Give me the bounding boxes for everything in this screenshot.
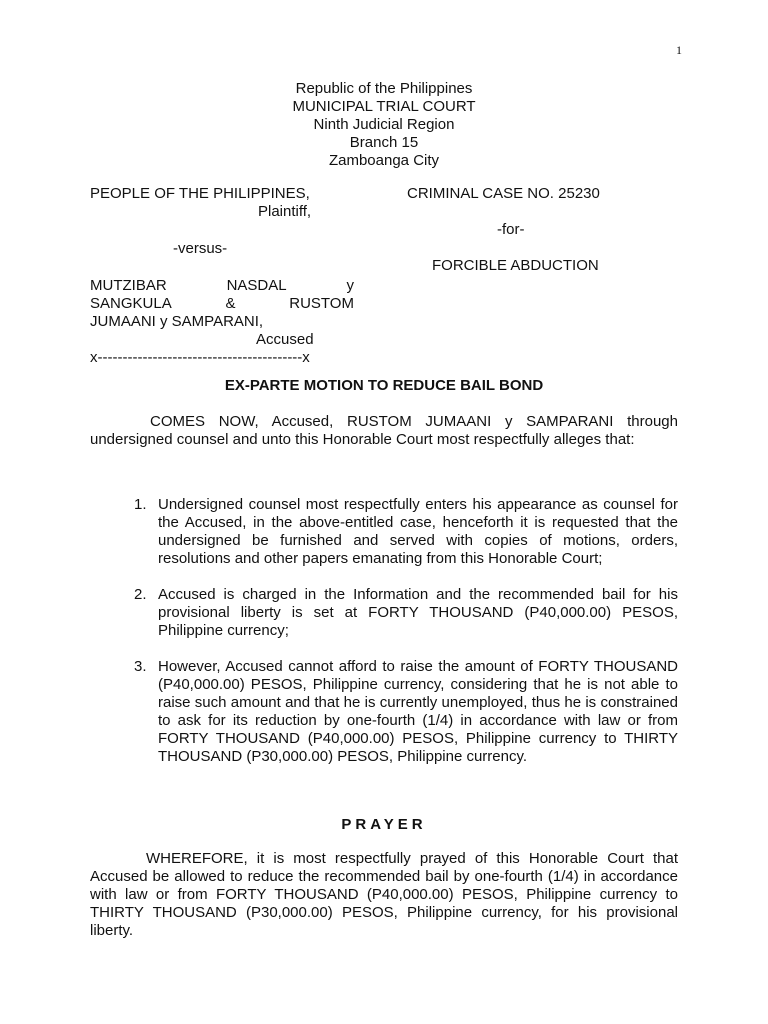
court-header-branch: Branch 15: [349, 134, 419, 151]
versus-label: -versus-: [173, 240, 228, 257]
court-header-city: Zamboanga City: [328, 152, 440, 169]
accused-label: Accused: [256, 331, 314, 348]
court-header-court: MUNICIPAL TRIAL COURT: [292, 98, 476, 115]
intro-paragraph: [90, 413, 678, 449]
accused-word: NASDAL: [226, 277, 287, 294]
prayer-text: WHEREFORE, it is most respectfully prayed of this Honorable Court that Accused be allowed to reduce the recommended bail by one-fourth (1/4) in accordance with law or from FORTY THOUSAND (P40,000.00) PESOS, Philippine currency to THIRTY THOUSAND (P30,000.00) PESOS, Philippine currency, for his provisional liberty.: [90, 850, 678, 939]
accused-word: RUSTOM: [289, 295, 354, 312]
prayer-paragraph: [90, 850, 678, 940]
allegation-number: 2.: [134, 586, 147, 603]
case-caption-details: [407, 185, 678, 275]
allegation-text: Accused is charged in the Information and the recommended bail for his provisional liberty is set at FORTY THOUSAND (P40,000.00) PESOS, Philippine currency;: [158, 586, 678, 639]
page-number: 1: [676, 43, 682, 57]
court-header-region: Ninth Judicial Region: [313, 116, 455, 133]
case-caption-parties: [90, 185, 354, 367]
court-header-country: Republic of the Philippines: [295, 80, 473, 97]
accused-line-2: [90, 295, 354, 313]
allegation-number: 1.: [134, 496, 147, 513]
prayer-heading: PRAYER: [341, 816, 427, 833]
accused-line-3: JUMAANI y SAMPARANI,: [90, 313, 264, 330]
allegation-number: 3.: [134, 658, 147, 675]
plaintiff-label: Plaintiff,: [258, 203, 312, 220]
allegation-text: However, Accused cannot afford to raise the amount of FORTY THOUSAND (P40,000.00) PESOS, Philippine currency, considering that he is not able to raise such amount and that he is currently unemployed, thus he is constrained to ask for its reduction by one-fourth (1/4) in accordance with law or from FORTY THOUSAND (P40,000.00) PESOS, Philippine currency to THIRTY THOUSAND (P30,000.00) PESOS, Philippine currency.: [158, 658, 678, 765]
allegation-text: Undersigned counsel most respectfully enters his appearance as counsel for the Accused, in the above-entitled case, henceforth it is requested that the undersigned be furnished and served with copies of motions, orders, resolutions and other papers emanating from this Honorable Court;: [158, 496, 678, 567]
accused-word: SANGKULA: [90, 295, 172, 312]
accused-word: &: [225, 295, 236, 312]
accused-line-1: [90, 277, 354, 295]
accused-word: MUTZIBAR: [90, 277, 167, 294]
for-label: -for-: [497, 221, 525, 238]
list-item: [90, 586, 678, 640]
accused-names: [90, 277, 354, 367]
list-item: [90, 496, 678, 568]
case-number: CRIMINAL CASE NO. 25230: [407, 185, 600, 202]
plaintiff-name: PEOPLE OF THE PHILIPPINES,: [90, 185, 310, 202]
motion-title: EX-PARTE MOTION TO REDUCE BAIL BOND: [224, 377, 544, 394]
list-item: [90, 658, 678, 766]
intro-text: COMES NOW, Accused, RUSTOM JUMAANI y SAMPARANI through undersigned counsel and unto this Honorable Court most respectfully alleges that:: [90, 413, 678, 448]
caption-divider: x-----------------------------------------x: [90, 349, 310, 366]
court-header: [90, 80, 678, 170]
accused-word: y: [346, 277, 354, 294]
allegations-list: [90, 496, 678, 784]
offense-label: FORCIBLE ABDUCTION: [432, 257, 599, 274]
